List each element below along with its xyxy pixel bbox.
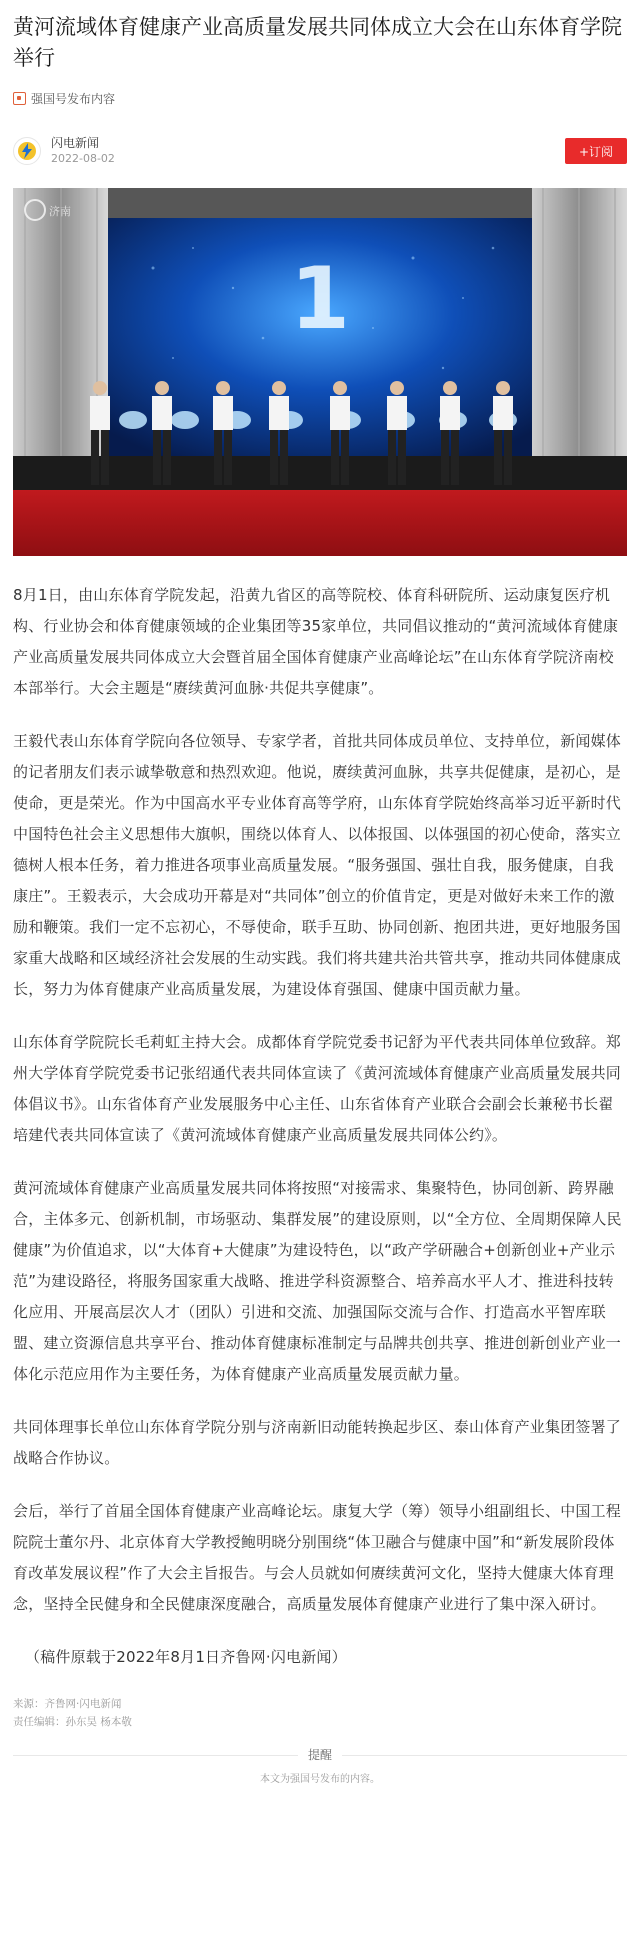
article-body — [13, 580, 627, 1673]
credit-editor: 责任编辑：孙东昊 杨本敬 — [13, 1716, 132, 1728]
original-source-note: （稿件原载于2022年8月1日齐鲁网·闪电新闻） — [25, 1648, 347, 1666]
photo-watermark: 济南 — [49, 205, 71, 218]
paragraph: 王毅代表山东体育学院向各位领导、专家学者，首批共同体成员单位、支持单位，新闻媒体的记者朋友们表示诚挚敬意和热烈欢迎。他说，赓续黄河血脉，共享共促健康，是初心，是使命，更是荣光。作为中国高水平专业体育高等学府，山东体育学院始终高举习近平新时代中国特色社会主义思想伟大旗帜，围绕以体育人、以体报国、以体强国的初心使命，落实立德树人根本任务，着力推进各项事业高质量发展。“服务强国、强壮自我，服务健康，自我康庄”。王毅表示，大会成功开幕是对“共同体”创立的价值肯定，更是对做好未来工作的激励和鞭策。我们一定不忘初心，不辱使命，联手互助、协同创新、抱团共进，更好地服务国家重大战略和区域经济社会发展的生动实践。我们将共建共治共管共享，推动共同体健康成长，努力为体育健康产业高质量发展，为建设体育强国、健康中国贡献力量。 — [13, 732, 622, 998]
countdown-number: 1 — [290, 249, 350, 349]
paragraph: 山东体育学院院长毛莉虹主持大会。成都体育学院党委书记舒为平代表共同体单位致辞。郑州大学体育学院党委书记张绍通代表共同体宣读了《黄河流域体育健康产业高质量发展共同体倡议书》。山东省体育产业发展服务中心主任、山东省体育产业联合会副会长兼秘书长翟培建代表共同体宣读了《黄河流域体育健康产业高质量发展共同体公约》。 — [13, 1033, 622, 1144]
author-avatar[interactable] — [13, 137, 41, 165]
credits — [13, 1695, 627, 1731]
credit-source: 来源：齐鲁网·闪电新闻 — [13, 1698, 122, 1710]
notice-divider — [13, 1743, 627, 1767]
source-tag — [13, 88, 627, 108]
hero-image — [13, 188, 627, 556]
notice-text: 本文为强国号发布的内容。 — [260, 1774, 380, 1785]
author-row — [13, 132, 627, 170]
publish-date: 2022-08-02 — [51, 152, 115, 165]
xuexi-flag-icon — [13, 92, 26, 105]
article-title: 黄河流域体育健康产业高质量发展共同体成立大会在山东体育学院举行 — [13, 15, 622, 70]
paragraph: 8月1日，由山东体育学院发起，沿黄九省区的高等院校、体育科研院所、运动康复医疗机构、行业协会和体育健康领域的企业集团等35家单位，共同倡议推动的“黄河流域体育健康产业高质量发展共同体成立大会暨首届全国体育健康产业高峰论坛”在山东体育学院济南校本部举行。大会主题是“赓续黄河血脉·共促共享健康”。 — [13, 586, 619, 697]
shandian-logo-icon — [16, 140, 38, 162]
paragraph: 共同体理事长单位山东体育学院分别与济南新旧动能转换起步区、泰山体育产业集团签署了战略合作协议。 — [13, 1418, 622, 1467]
stage-photo — [13, 188, 627, 556]
source-tag-label: 强国号发布内容 — [31, 91, 116, 106]
paragraph: 会后，举行了首届全国体育健康产业高峰论坛。康复大学（筹）领导小组副组长、中国工程院院士董尔丹、北京体育大学教授鲍明晓分别围绕“体卫融合与健康中国”和“新发展阶段体育改革发展议程”作了大会主旨报告。与会人员就如何赓续黄河文化，坚持大健康大体育理念，坚持全民健身和全民健康深度融合，高质量发展体育健康产业进行了集中深入研讨。 — [13, 1502, 622, 1613]
subscribe-button[interactable]: +订阅 — [565, 138, 627, 164]
paragraph: 黄河流域体育健康产业高质量发展共同体将按照“对接需求、集聚特色，协同创新、跨界融合，主体多元、创新机制，市场驱动、集群发展”的建设原则，以“全方位、全周期保障人民健康”为价值追求，以“大体育+大健康”为建设特色，以“政产学研融合+创新创业+产业示范”为建设路径，将服务国家重大战略、推进学科资源整合、培养高水平人才、推进科技转化应用、开展高层次人才（团队）引进和交流、加强国际交流与合作、打造高水平智库联盟、建立资源信息共享平台、推动体育健康标准制定与品牌共创共享、推进创新创业产业一体化示范应用作为主要任务，为体育健康产业高质量发展贡献力量。 — [13, 1179, 622, 1383]
author-meta — [51, 135, 565, 167]
notice-label: 提醒 — [298, 1746, 342, 1763]
author-name[interactable]: 闪电新闻 — [51, 136, 100, 150]
